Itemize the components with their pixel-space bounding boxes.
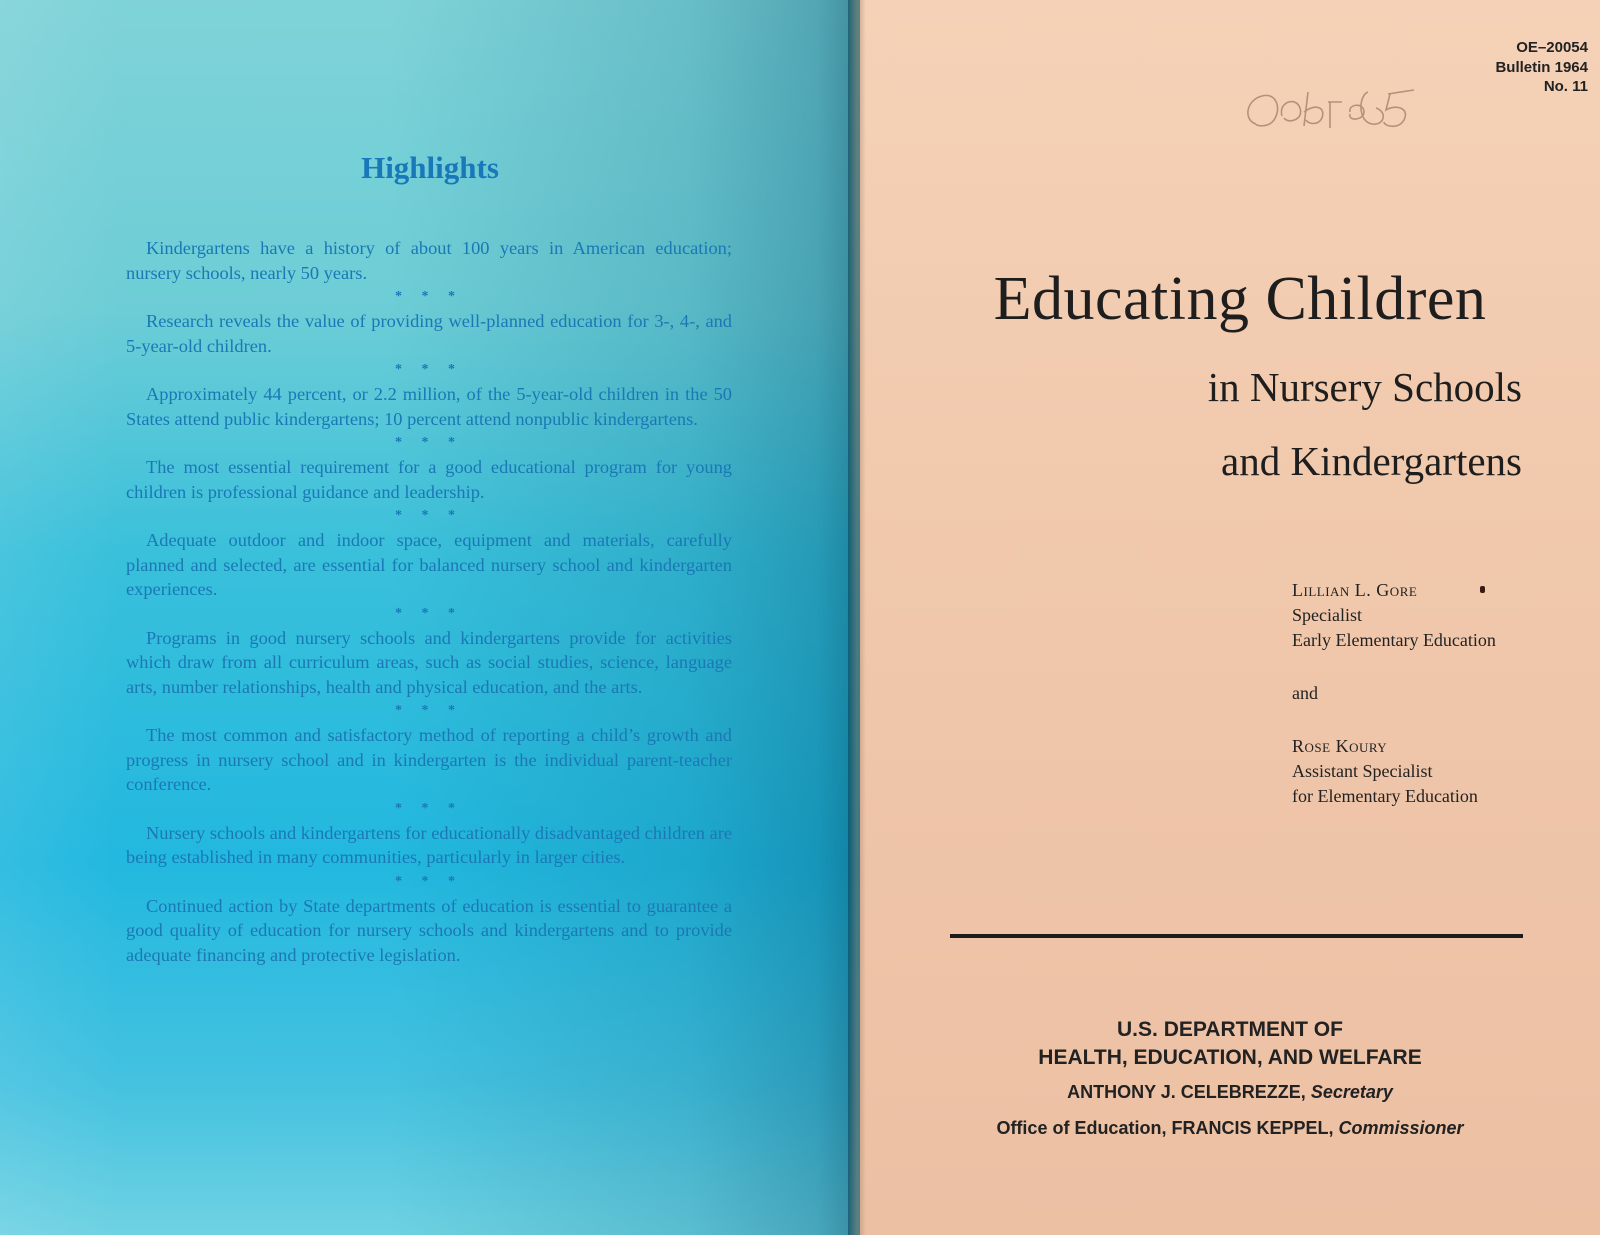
highlight-item bbox=[126, 455, 732, 504]
department-line1: U.S. DEPARTMENT OF bbox=[1117, 1018, 1343, 1041]
page-fold bbox=[848, 0, 866, 1235]
office-name: Office of Education, bbox=[996, 1118, 1167, 1138]
highlight-item bbox=[126, 528, 732, 602]
handwritten-pencil-mark bbox=[1238, 72, 1428, 142]
author-name: Rose Koury bbox=[1292, 736, 1388, 756]
highlight-separator: * * * bbox=[395, 289, 463, 304]
author-title: for Elementary Education bbox=[1292, 786, 1478, 806]
highlight-item bbox=[126, 382, 732, 431]
publication-code: OE–20054 bbox=[1516, 39, 1588, 56]
book-subtitle-line1: in Nursery Schools bbox=[1207, 364, 1522, 410]
highlight-separator: * * * bbox=[395, 873, 463, 889]
author-title: Early Elementary Education bbox=[1292, 630, 1496, 650]
secretary-line bbox=[860, 1078, 1600, 1106]
bulletin-year: Bulletin 1964 bbox=[1495, 58, 1588, 76]
highlight-separator: * * * bbox=[395, 703, 463, 718]
department-line2: HEALTH, EDUCATION, AND WELFARE bbox=[1038, 1046, 1422, 1069]
bulletin-number: No. 11 bbox=[1543, 78, 1588, 95]
highlight-text: Programs in good nursery schools and kindergartens provide for activities which draw from all curriculum areas, such as social studies, science, language arts, number relationships, health and physical education, and the arts. bbox=[126, 627, 732, 697]
author-name: Lillian L. Gore bbox=[1292, 580, 1418, 600]
ink-speck bbox=[1480, 586, 1485, 593]
highlight-text: Adequate outdoor and indoor space, equipment and materials, carefully planned and selected, are essential for balanced nursery school and kindergarten experiences. bbox=[126, 530, 732, 599]
author-title: Assistant Specialist bbox=[1292, 761, 1433, 781]
highlight-separator: * * * bbox=[395, 605, 463, 621]
highlight-text: The most essential requirement for a good educational program for young children is professional guidance and leadership. bbox=[126, 457, 732, 502]
highlight-item bbox=[126, 894, 732, 968]
commissioner-role: Commissioner bbox=[1338, 1118, 1464, 1138]
secretary-role: Secretary bbox=[1310, 1082, 1393, 1102]
highlight-item bbox=[126, 723, 732, 797]
highlight-text: The most common and satisfactory method of reporting a child’s growth and progress in nursery school and in kindergarten is the individual parent-teacher conference. bbox=[126, 725, 732, 794]
book-title: Educating Children bbox=[993, 265, 1487, 333]
author-title: Specialist bbox=[1292, 605, 1362, 625]
highlight-separator: * * * bbox=[395, 435, 463, 450]
highlight-text: Kindergartens have a history of about 100 years in American education; nursery schools, nearly 50 years. bbox=[126, 238, 732, 283]
highlight-separator: * * * bbox=[395, 800, 463, 816]
highlight-text: Approximately 44 percent, or 2.2 million, of the 5-year-old children in the 50 States attend public kindergartens; 10 percent attend nonpublic kindergartens. bbox=[126, 384, 732, 429]
highlight-item bbox=[126, 626, 732, 700]
highlight-item bbox=[126, 821, 732, 870]
highlights-list bbox=[126, 236, 732, 967]
commissioner-name: FRANCIS KEPPEL, bbox=[1171, 1118, 1334, 1138]
highlight-item bbox=[126, 236, 732, 285]
highlight-text: Nursery schools and kindergartens for educationally disadvantaged children are being established in many communities, particularly in larger cities. bbox=[126, 822, 732, 867]
highlights-title: Highlights bbox=[361, 150, 499, 185]
highlight-item bbox=[126, 309, 732, 358]
highlight-text: Continued action by State departments of education is essential to guarantee a good quality of education for nursery schools and kindergartens and to provide adequate financing and protective legislation. bbox=[126, 895, 732, 965]
highlight-separator: * * * bbox=[395, 362, 463, 377]
secretary-name: ANTHONY J. CELEBREZZE, bbox=[1067, 1082, 1306, 1102]
department-block bbox=[860, 1016, 1600, 1142]
authors-block bbox=[1292, 578, 1496, 809]
commissioner-line bbox=[860, 1114, 1600, 1142]
right-page bbox=[860, 0, 1600, 1235]
highlight-text: Research reveals the value of providing well-planned education for 3-, 4-, and 5-year-old children. bbox=[126, 311, 732, 356]
author-conjunction: and bbox=[1292, 683, 1318, 703]
horizontal-rule bbox=[950, 934, 1523, 938]
publication-number bbox=[1495, 38, 1588, 97]
highlight-separator: * * * bbox=[395, 508, 463, 523]
book-subtitle-line2: and Kindergartens bbox=[1221, 438, 1522, 484]
